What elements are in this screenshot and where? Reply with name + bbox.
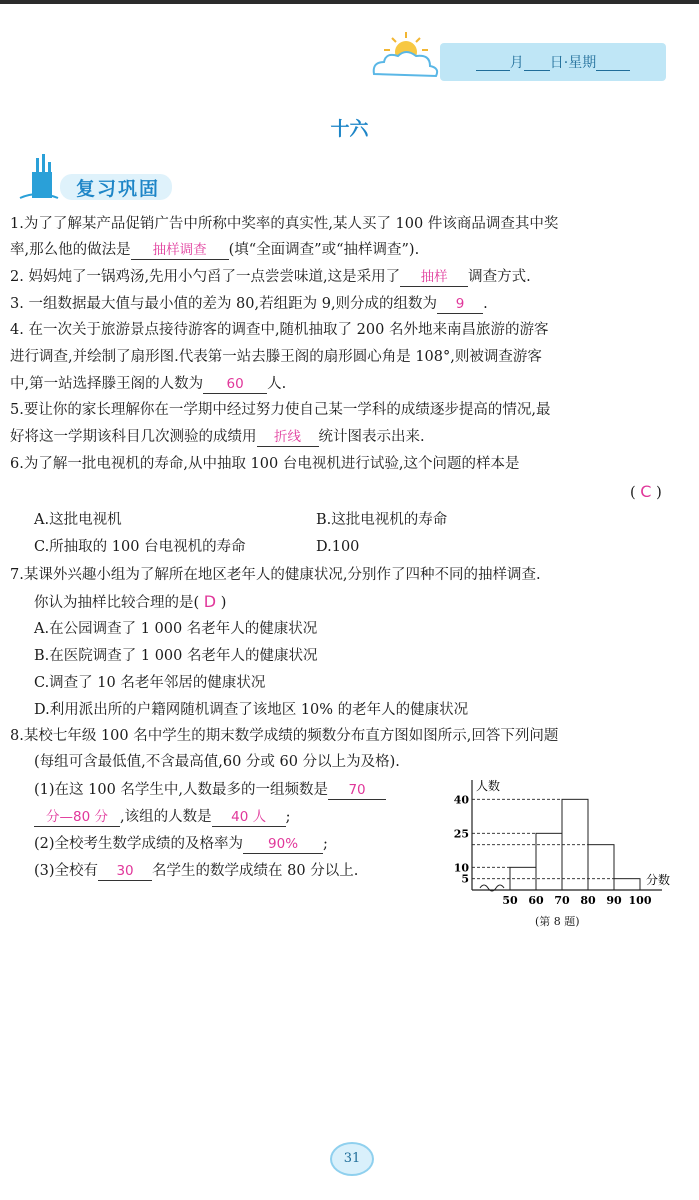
q6-option-c: C.所抽取的 100 台电视机的寿命 xyxy=(34,539,246,555)
histogram-bar xyxy=(536,833,562,890)
q7-option-a: A.在公园调查了 1 000 名老年人的健康状况 xyxy=(34,621,318,637)
date-box xyxy=(440,43,666,81)
q6-option-b: B.这批电视机的寿命 xyxy=(316,512,448,528)
q8-sub1-answer-range-start: 70 xyxy=(328,781,386,800)
y-tick-label: 25 xyxy=(453,827,469,841)
y-tick-label: 40 xyxy=(453,793,469,807)
q6-choice-paren: ( C ) xyxy=(630,482,662,501)
q7-option-d: D.利用派出所的户籍网随机调查了该地区 10% 的老年人的健康状况 xyxy=(34,702,469,718)
q4-line1: 4. 在一次关于旅游景点接待游客的调查中,随机抽取了 200 名外地来南昌旅游的游客 xyxy=(10,322,549,338)
y-axis-label: 人数 xyxy=(476,779,501,793)
q6-option-d: D.100 xyxy=(316,539,360,555)
q1-line2: 率,那么他的做法是 抽样调查 (填“全面调查”或“抽样调查”). xyxy=(10,242,420,258)
histogram-chart xyxy=(440,770,680,912)
q8-sub2: (2)全校考生数学成绩的及格率为 90% ; xyxy=(34,836,328,852)
top-border xyxy=(0,0,699,4)
section-label: 复习巩固 xyxy=(76,178,161,200)
q8-sub1-line2: 分—80 分 ,该组的人数是 40 人 ; xyxy=(34,805,291,829)
q1-answer: 抽样调查 xyxy=(131,241,229,260)
q8-sub1-answer-count: 40 人 xyxy=(212,808,286,827)
x-tick-label: 80 xyxy=(580,894,596,907)
x-tick-label: 50 xyxy=(502,894,518,907)
page-number: 31 xyxy=(330,1142,374,1176)
q3: 3. 一组数据最大值与最小值的差为 80,若组距为 9,则分成的组数为 9 . xyxy=(10,296,488,312)
q5-answer: 折线 xyxy=(257,428,319,447)
q5-line2: 好将这一学期该科目几次测验的成绩用 折线 统计图表示出来. xyxy=(10,429,425,445)
q7-line2: 你认为抽样比较合理的是( D ) xyxy=(34,592,227,611)
q8-line2: (每组可含最低值,不含最高值,60 分或 60 分以上为及格). xyxy=(34,754,400,770)
q7-answer: D xyxy=(203,592,217,611)
q5-line1: 5.要让你的家长理解你在一学期中经过努力使自己某一学科的成绩逐步提高的情况,最 xyxy=(10,402,551,418)
q3-answer: 9 xyxy=(437,295,483,314)
x-tick-label: 70 xyxy=(554,894,570,907)
q2-answer: 抽样 xyxy=(400,268,468,287)
y-tick-label: 10 xyxy=(453,861,469,875)
q4-line3: 中,第一站选择滕王阁的人数为 60 人. xyxy=(10,376,287,392)
q6-option-a: A.这批电视机 xyxy=(34,512,122,528)
q7-line1: 7.某课外兴趣小组为了解所在地区老年人的健康状况,分别作了四种不同的抽样调查. xyxy=(10,567,541,583)
chart-caption: (第 8 题) xyxy=(535,915,580,928)
q7-option-b: B.在医院调查了 1 000 名老年人的健康状况 xyxy=(34,648,318,664)
q1-line1: 1.为了了解某产品促销广告中所称中奖率的真实性,某人买了 100 件该商品调查其中奖 xyxy=(10,216,559,232)
q6-answer: C xyxy=(640,482,652,501)
histogram-bar xyxy=(588,845,614,890)
x-tick-label: 60 xyxy=(528,894,544,907)
q4-line2: 进行调查,并绘制了扇形图.代表第一站去滕王阁的扇形圆心角是 108°,则被调查游客 xyxy=(10,349,542,365)
q4-answer: 60 xyxy=(203,375,267,394)
y-tick-label: 5 xyxy=(461,872,469,886)
q8-line1: 8.某校七年级 100 名中学生的期末数学成绩的频数分布直方图如图所示,回答下列问题 xyxy=(10,728,559,744)
q8-sub1-answer-range-end: 分—80 分 xyxy=(34,808,120,827)
q6-line1: 6.为了解一批电视机的寿命,从中抽取 100 台电视机进行试验,这个问题的样本是 xyxy=(10,456,520,472)
page-title: 十六 xyxy=(330,118,369,140)
sun-cloud-icon xyxy=(366,30,446,80)
q8-sub1-line1: (1)在这 100 名学生中,人数最多的一组频数是 70 xyxy=(34,778,386,802)
date-day-label: 日·星期 xyxy=(549,55,597,71)
x-tick-label: 100 xyxy=(628,894,652,907)
q7-option-c: C.调查了 10 名老年邻居的健康状况 xyxy=(34,675,266,691)
x-axis-label: 分数 xyxy=(646,873,671,887)
date-month-label: 月 xyxy=(509,55,524,71)
x-tick-label: 90 xyxy=(606,894,622,907)
q8-sub2-answer: 90% xyxy=(243,835,323,854)
histogram-bar xyxy=(614,879,640,890)
q8-sub3: (3)全校有 30 名学生的数学成绩在 80 分以上. xyxy=(34,863,359,879)
q8-sub3-answer: 30 xyxy=(98,862,152,881)
q2: 2. 妈妈炖了一锅鸡汤,先用小勺舀了一点尝尝味道,这是采用了 抽样 调查方式. xyxy=(10,269,531,285)
